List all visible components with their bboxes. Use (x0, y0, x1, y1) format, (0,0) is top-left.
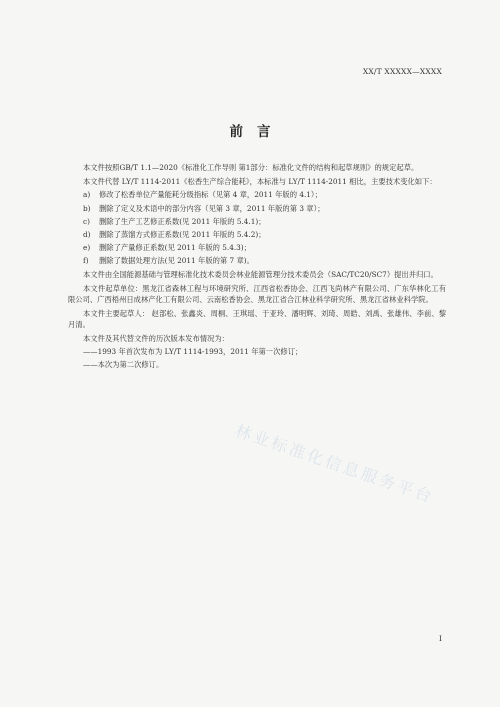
document-number: XX/T XXXXX—XXXX (362, 67, 442, 76)
list-item (83, 242, 446, 253)
list-item-text: 删除了蒸馏方式修正系数(见 2011 年版的 5.4.2)； (99, 230, 266, 240)
list-marker: c) (83, 216, 90, 226)
list-item-text: 删除了定义及术语中的部分内容（见第 3 章，2011 年版的第 3 章）； (99, 203, 325, 213)
list-item-text: 删除了生产工艺修正系数(见 2011 年版的 5.4.1)； (99, 216, 266, 226)
page-title: 前言 (229, 124, 285, 140)
list-item (83, 203, 446, 214)
list-item-text: 删除了产量修正系数(见 2011 年版的 5.4.3)； (99, 243, 251, 253)
list-item-text: 修改了松香单位产量能耗分级指标（见第 4 章，2011 年版的 4.1）； (99, 190, 322, 200)
list-marker: a) (83, 190, 91, 200)
paragraph-history-intro: 本文件及其代替文件的历次版本发布情况为： (83, 333, 229, 343)
paragraph-proposer: 本文件由全国能源基础与管理标准化技术委员会林业能源管理分技术委员会（SAC/TC20/SC7）提出并归口。 (83, 270, 438, 280)
changes-list (68, 189, 446, 266)
list-item (83, 229, 446, 240)
paragraph-drafting-units: 本文件起草单位：黑龙江省森林工程与环境研究所、江西省松香协会、江西飞尚林产有限公司、广东华林化工有限公司、广西梧州日成林产化工有限公司、云南松香协会、黑龙江省合江林业科学研究所、黑龙江省林业科学院。 (68, 283, 446, 305)
list-marker: b) (83, 203, 91, 213)
paragraph-drafting-rules: 本文件按照GB/T 1.1—2020《标准化工作导则 第1部分：标准化文件的结构和起草规则》的规定起草。 (83, 163, 419, 172)
list-marker: e) (83, 243, 91, 253)
list-item-text: 删除了数据处理方法(见 2011 年版的第 7 章)。 (99, 256, 254, 266)
history-item: ——1993 年首次发布为 LY/T 1114-1993，2011 年第一次修订； (83, 347, 303, 357)
document-body (68, 162, 446, 371)
page-number: I (439, 634, 442, 643)
watermark: 林业标准化信息服务平台 (232, 420, 437, 507)
list-marker: f) (83, 256, 89, 266)
history-item: ——本次为第二次修订。 (83, 359, 164, 369)
list-item (83, 216, 446, 227)
paragraph-replacement: 本文件代替 LY/T 1114-2011《松香生产综合能耗》，本标准与 LY/T 1114-2011 相比，主要技术变化如下： (83, 176, 437, 186)
list-marker: d) (83, 230, 91, 240)
list-item (83, 189, 446, 200)
list-item (83, 255, 446, 266)
paragraph-drafters: 本文件主要起草人： 赵部松、张鑫炎、周桐、王琪瑶、于亚玲、潘明辉、刘琦、周皓、刘禹、张雄伟、李前、黎月清。 (68, 308, 446, 329)
